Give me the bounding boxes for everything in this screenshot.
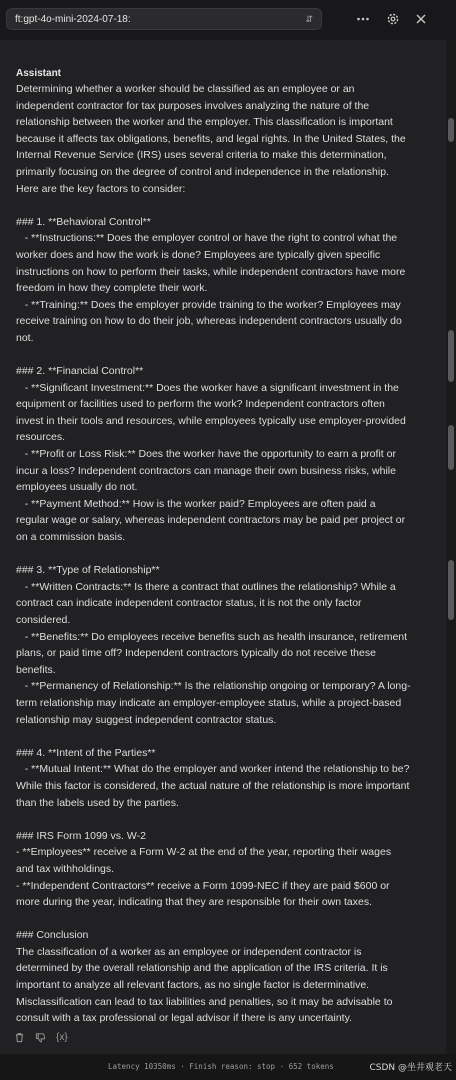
response-stats: Latency 10350ms · Finish reason: stop · 652 tokens — [108, 1062, 334, 1071]
message-content — [16, 81, 411, 1027]
message-paragraph: ### 2. **Financial Control** - **Significant Investment:** Does the worker have a significant investment in the equipment or facilities used to perform the work? Independent contractors often invest in their tools and resources, while employees typically use employer-provided resources. - **Profit or Loss Risk:** Does the worker have the opportunity to earn a profit or incur a loss? Independent contractors can manage their own business risks, while employees usually do not. - **Payment Method:** How is the worker paid? Employees are often paid a regular wage or salary, whereas independent contractors may be paid per project or on a commission basis. — [16, 365, 406, 544]
message-paragraph: ### 4. **Intent of the Parties** - **Mutual Intent:** What do the employer and worker intend the relationship to be? While this factor is considered, the actual nature of the relationship is more important than the labels used by the parties. — [16, 746, 410, 809]
watermark: CSDN @坐井观老天 — [369, 1063, 452, 1073]
message-paragraph: ### 1. **Behavioral Control** - **Instructions:** Does the employer control or have the right to control what the worker does and how the work is done? Employees are typically given specific instructions on how to perform their tasks, while independent contractors have more freedom in how they complete their work. - **Training:** Does the employer provide training to the worker? Employees may receive training on how to do their job, whereas independent contractors usually do not. — [16, 215, 406, 344]
scrollbar-thumb[interactable] — [448, 330, 454, 382]
chevron-updown-icon: ⇵ — [305, 13, 313, 24]
trash-icon[interactable] — [14, 1032, 25, 1043]
more-horizontal-icon[interactable] — [353, 9, 373, 29]
message-role-label: Assistant — [16, 68, 62, 79]
message-paragraph: ### Conclusion The classification of a worker as an employee or independent contractor is determined by the overall relationship and the application of the IRS criteria. It is important to analyze all relevant factors, as no single factor is determinative. Misclassification can lead to tax liabilities and penalties, so it may be advisable to consult with a tax professional or legal advisor if there is any uncertainty. — [16, 929, 393, 1025]
settings-gear-icon[interactable] — [383, 9, 403, 29]
close-icon[interactable] — [411, 9, 431, 29]
message-paragraph: ### IRS Form 1099 vs. W-2 - **Employees** receive a Form W-2 at the end of the year, reporting their wages and tax withholdings. - **Independent Contractors** receive a Form 1099-NEC if they are paid $600 or more during the year, indicating that they are responsible for their own taxes. — [16, 829, 392, 909]
model-select-value: ft:gpt-4o-mini-2024-07-18: — [15, 13, 131, 25]
scrollbar-thumb[interactable] — [448, 560, 454, 620]
variables-button[interactable]: {x} — [56, 1032, 68, 1043]
scrollbar-thumb[interactable] — [448, 118, 454, 142]
message-paragraph: ### 3. **Type of Relationship** - **Written Contracts:** Is there a contract that outlines the relationship? While a contract can indicate independent contractor status, it is not the only factor considered. - **Benefits:** Do employees receive benefits such as health insurance, retirement plans, or paid time off? Independent contractors typically do not receive these benefits. - **Permanency of Relationship:** Is the relationship ongoing or temporary? A long-term relationship may indicate an employer-employee status, while a project-based relationship may suggest independent contractor status. — [16, 564, 411, 726]
thumbs-down-icon[interactable] — [35, 1032, 46, 1043]
model-select[interactable] — [6, 8, 322, 30]
message-actions — [14, 1032, 68, 1043]
message-paragraph: Determining whether a worker should be classified as an employee or an independent contractor for tax purposes involves analyzing the nature of the relationship between the worker and the employer. This classification is important because it affects tax obligations, benefits, and legal rights. In the United States, the Internal Revenue Service (IRS) uses several criteria to make this determination, primarily focusing on the degree of control and independence in the relationship. Here are the key factors to consider: — [16, 83, 409, 195]
top-bar — [0, 0, 456, 40]
footer-bar — [0, 1054, 456, 1080]
scrollbar-thumb[interactable] — [448, 425, 454, 470]
scrollbar-track[interactable] — [446, 40, 456, 1054]
